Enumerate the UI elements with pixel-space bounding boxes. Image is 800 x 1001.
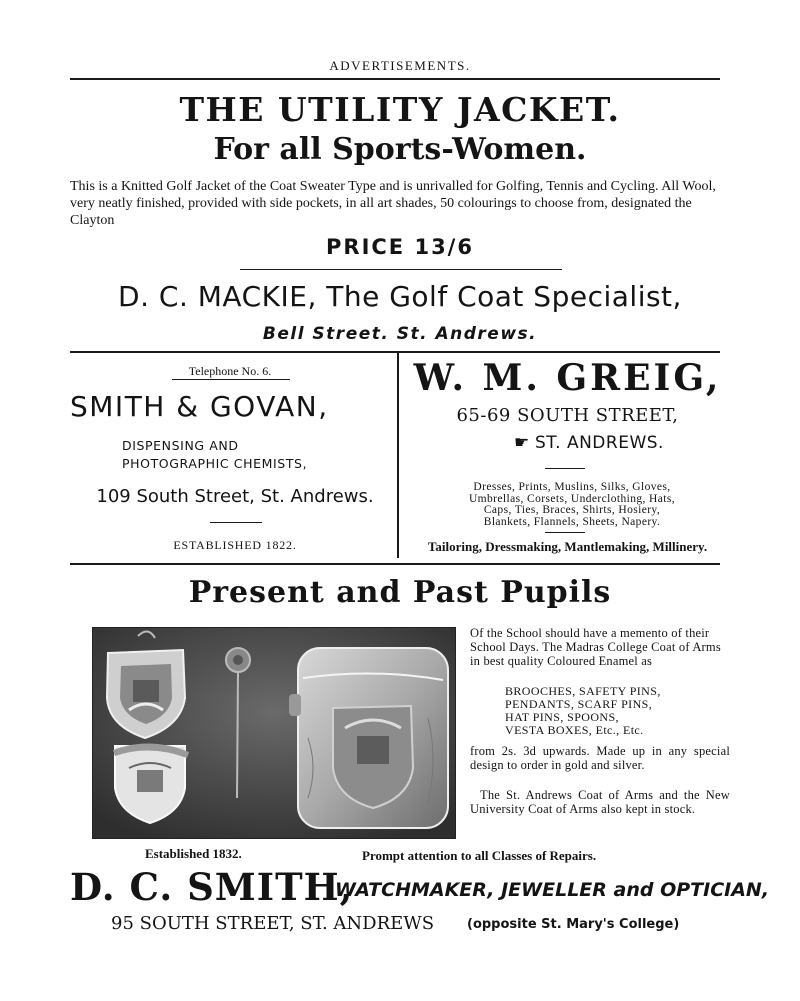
goods-line: Blankets, Flannels, Sheets, Napery. <box>483 515 661 528</box>
pupils-item: BROOCHES, SAFETY PINS, <box>505 684 661 698</box>
smith-govan-established: ESTABLISHED 1822. <box>173 538 297 552</box>
dc-smith-trade: WATCHMAKER, JEWELLER and OPTICIAN, <box>335 879 770 901</box>
dc-smith-name: D. C. SMITH, <box>70 865 354 909</box>
page-header: ADVERTISEMENTS. <box>329 58 471 73</box>
smith-govan-divider <box>210 522 262 523</box>
dc-smith-note: (opposite St. Mary's College) <box>467 917 680 932</box>
mackie-seller: D. C. MACKIE, The Golf Coat Specialist, <box>118 280 682 313</box>
pupils-price-note: from 2s. 3d upwards. Made up in any special design to order in gold and silver. <box>470 744 730 772</box>
dc-smith-repairs: Prompt attention to all Classes of Repairs. <box>362 848 597 863</box>
greig-goods <box>427 482 717 528</box>
utility-description: This is a Knitted Golf Jacket of the Coat Sweater Type and is unrivalled for Golfing, Tennis and Cycling. All Wool, very neatly finished, provided with side pockets, in all art shades, 50 colourings to choose from, designated the Clayton <box>70 179 716 228</box>
pupils-intro: Of the School should have a memento of their School Days. The Madras College Coat of Arms in best quality Coloured Enamel as <box>470 626 721 668</box>
greig-divider-2 <box>545 532 585 533</box>
trade-line-1: DISPENSING AND <box>122 438 239 453</box>
goods-line: Dresses, Prints, Muslins, Silks, Gloves, <box>473 481 671 493</box>
pupils-item: HAT PINS, SPOONS, <box>505 710 619 724</box>
smith-govan-trade <box>122 437 392 473</box>
section-rule-2 <box>70 563 720 565</box>
vesta-case <box>289 648 448 828</box>
utility-divider <box>240 269 562 270</box>
dc-smith-address: 95 SOUTH STREET, ST. ANDREWS <box>111 913 435 934</box>
utility-price: PRICE 13/6 <box>326 235 474 259</box>
hand-pointer-icon: ☛ <box>514 433 530 453</box>
telephone-underline <box>172 379 290 380</box>
pupils-items <box>505 685 730 737</box>
greig-divider <box>545 468 585 469</box>
jewellery-photo <box>92 627 456 839</box>
goods-line: Umbrellas, Corsets, Underclothing, Hats, <box>468 492 676 505</box>
smith-govan-name: SMITH & GOVAN, <box>70 390 329 423</box>
utility-subtitle: For all Sports-Women. <box>213 132 587 167</box>
pupils-stock-note: The St. Andrews Coat of Arms and the New University Coat of Arms also kept in stock. <box>470 788 730 816</box>
pupils-item: PENDANTS, SCARF PINS, <box>505 697 653 711</box>
greig-services: Tailoring, Dressmaking, Mantlemaking, Millinery. <box>427 539 708 554</box>
pupils-item: VESTA BOXES, Etc., Etc. <box>505 723 644 737</box>
column-divider <box>397 353 399 558</box>
trade-line-2: PHOTOGRAPHIC CHEMISTS, <box>122 456 308 471</box>
utility-title: THE UTILITY JACKET. <box>179 90 621 129</box>
goods-line: Caps, Ties, Braces, Shirts, Hosiery, <box>483 504 661 516</box>
greig-town: ST. ANDREWS. <box>535 433 664 453</box>
greig-street: 65-69 SOUTH STREET, <box>456 405 679 426</box>
pupils-heading: Present and Past Pupils <box>188 575 612 610</box>
smith-govan-address: 109 South Street, St. Andrews. <box>96 486 374 507</box>
telephone-number: Telephone No. 6. <box>188 364 272 378</box>
greig-name: W. M. GREIG, <box>413 357 722 399</box>
mackie-address: Bell Street. St. Andrews. <box>262 324 538 344</box>
section-rule-1 <box>70 351 720 353</box>
dc-smith-established: Established 1832. <box>145 846 242 861</box>
header-rule <box>70 78 720 80</box>
jewellery-photo-illustration <box>93 628 455 838</box>
